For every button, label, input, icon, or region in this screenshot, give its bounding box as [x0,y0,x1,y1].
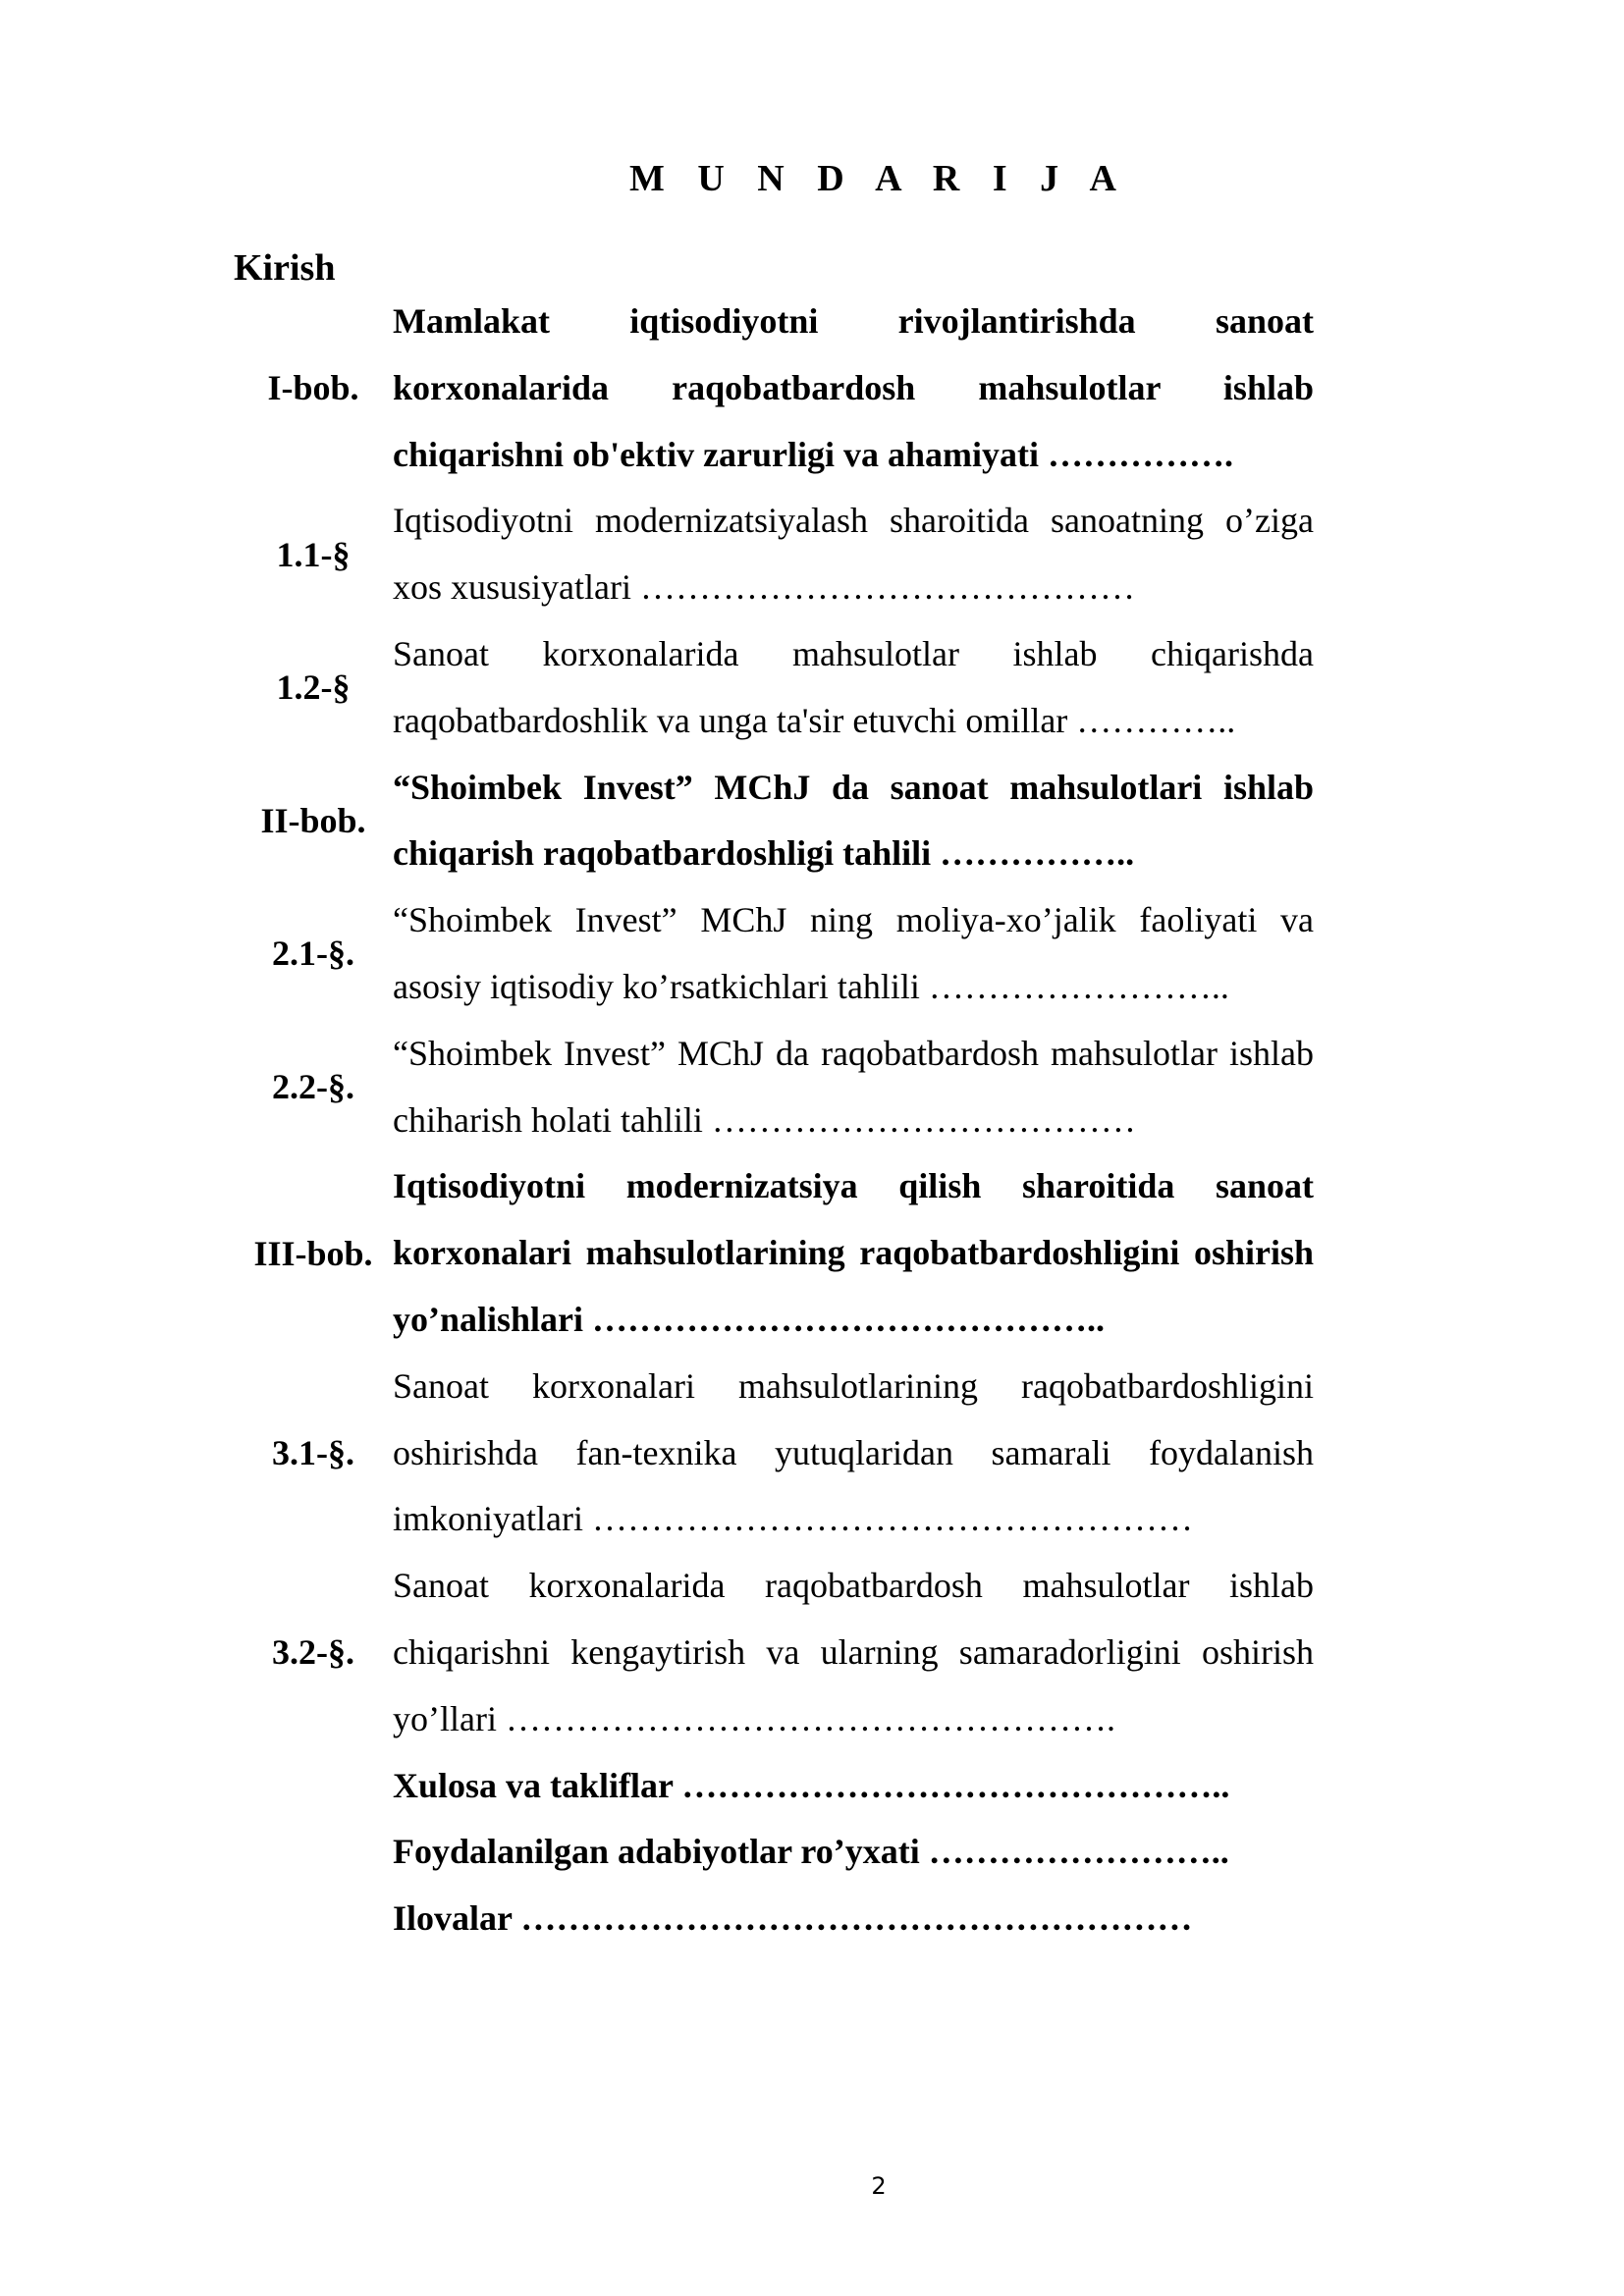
toc-entry-section-2-1 [234,887,1314,1021]
toc-entry-title: Ilovalar ………………………………………………… [393,1898,1193,1939]
toc-entry-introduction: Kirish [234,247,336,289]
toc-entry-label: I-bob. [267,368,359,408]
toc-entry-title: Sanoat korxonalarida mahsulotlar ishlab chiqarishda raqobatbardoshlik va unga ta'sir etuvchi omillar ………….. [393,633,1314,740]
toc-entry-label: 3.1-§. [272,1432,354,1472]
toc-entry-title: Sanoat korxonalari mahsulotlarining raqobatbardoshligini oshirishda fan-texnika yutuqlaridan samarali foydalanish imkoniyatlari …………………………………………… [393,1365,1314,1539]
toc-entry-title: “Shoimbek Invest” MChJ da sanoat mahsulotlari ishlab chiqarish raqobatbardoshligi tahlili …………….. [393,767,1314,874]
toc-entry-label: 3.2-§. [272,1632,354,1673]
page-number: 2 [871,2172,887,2200]
toc-entry-title: Mamlakat iqtisodiyotni rivojlantirishda sanoat korxonalarida raqobatbardosh mahsulotlar ishlab chiqarishni ob'ektiv zarurligi va ahamiyati ……………. [393,301,1314,474]
toc-entry-label: III-bob. [253,1233,373,1273]
page-title: M U N D A R I J A [628,158,1129,199]
toc-entry-section-1-2 [234,621,1314,755]
toc-entry-title: Sanoat korxonalarida raqobatbardosh mahsulotlar ishlab chiqarishni kengaytirish va ularning samaradorligini oshirish yo’llari ……………………………………………. [393,1566,1314,1738]
toc-entry-section-2-2 [234,1021,1314,1154]
toc-entry-title: “Shoimbek Invest” MChJ ning moliya-xo’jalik faoliyati va asosiy iqtisodiy ko’rsatkichlari tahlili …………………….. [393,900,1314,1006]
toc-entry-title: Iqtisodiyotni modernizatsiya qilish sharoitida sanoat korxonalari mahsulotlarining raqobatbardoshligini oshirish yo’nalishlari …………………………………….. [393,1166,1314,1339]
toc-entry-appendices [234,1886,1314,1952]
toc-entry-label: II-bob. [260,800,366,840]
toc-entry-chapter-2 [234,755,1314,888]
toc-entry-label: 1.1-§ [276,534,351,574]
toc-entry-section-1-1 [234,488,1314,621]
toc-entry-title: Iqtisodiyotni modernizatsiyalash sharoitida sanoatning o’ziga xos xususiyatlari …………………………………… [393,501,1314,608]
toc-entry-title: “Shoimbek Invest” MChJ da raqobatbardosh mahsulotlar ishlab chiharish holati tahlili ……………………………… [393,1033,1314,1140]
table-of-contents [234,289,1314,1952]
toc-entry-bibliography [234,1819,1314,1886]
toc-entry-conclusions [234,1753,1314,1820]
toc-entry-chapter-3 [234,1153,1314,1353]
toc-entry-label: 1.2-§ [276,667,351,708]
toc-entry-title: Xulosa va takliflar ……………………………………….. [393,1765,1230,1805]
toc-entry-section-3-1 [234,1354,1314,1553]
toc-entry-label: 2.2-§. [272,1067,354,1107]
toc-entry-label: 2.1-§. [272,934,354,974]
toc-entry-chapter-1 [234,289,1314,488]
toc-entry-section-3-2 [234,1553,1314,1752]
toc-entry-title: Foydalanilgan adabiyotlar ro’yxati …………………….. [393,1832,1229,1872]
